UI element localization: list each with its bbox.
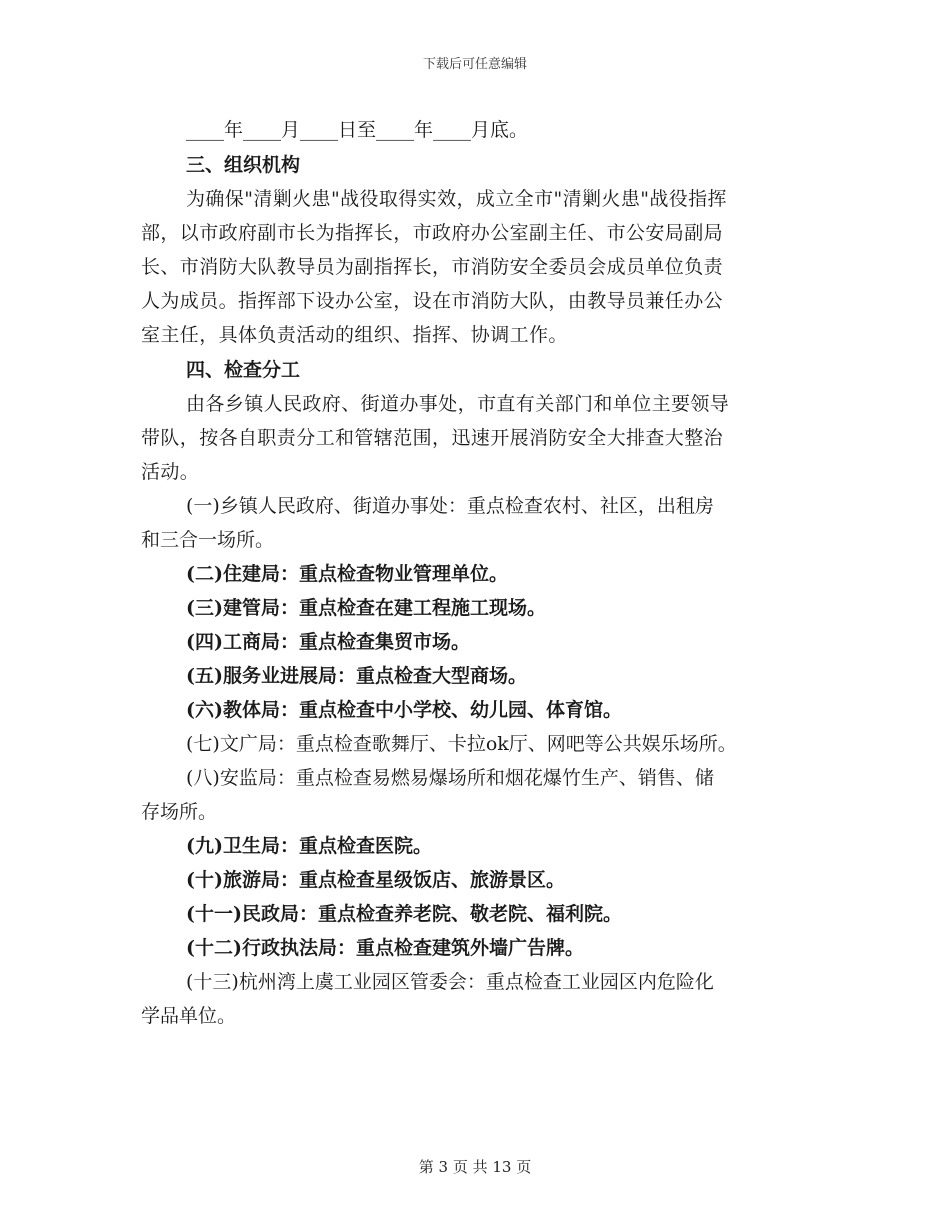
page-header: 下载后可任意编辑 — [422, 57, 527, 72]
paragraph-line: 为确保"清剿火患"战役取得实效，成立全市"清剿火患"战役指挥 — [186, 188, 727, 210]
list-item: (八)安监局：重点检查易燃易爆场所和烟花爆竹生产、销售、储 — [186, 767, 714, 789]
list-item: (五)服务业进展局：重点检查大型商场。 — [186, 665, 527, 687]
date-line: ____年____月____日至____年____月底。 — [186, 119, 529, 141]
list-item-continuation: 存场所。 — [141, 801, 218, 823]
list-item: (三)建管局：重点检查在建工程施工现场。 — [186, 597, 546, 619]
document-body — [141, 113, 801, 1033]
paragraph-line: 活动。 — [141, 461, 200, 483]
list-item-continuation: 学品单位。 — [141, 1005, 237, 1027]
list-item: (十二)行政执法局：重点检查建筑外墙广告牌。 — [186, 937, 584, 959]
section-heading-inspection: 四、检查分工 — [186, 359, 301, 381]
paragraph-line: 部，以市政府副市长为指挥长，市政府办公室副主任、市公安局副局 — [141, 222, 724, 244]
paragraph-line: 带队，按各自职责分工和管辖范围，迅速开展消防安全大排查大整治 — [141, 427, 724, 449]
list-item-continuation: 和三合一场所。 — [141, 529, 275, 551]
page-number: 第 3 页 共 13 页 — [418, 1158, 532, 1176]
list-item: (二)住建局：重点检查物业管理单位。 — [186, 563, 508, 585]
paragraph-line: 人为成员。指挥部下设办公室，设在市消防大队，由教导员兼任办公 — [141, 290, 724, 312]
list-item: (十三)杭州湾上虞工业园区管委会：重点检查工业园区内危险化 — [186, 971, 714, 993]
list-item: (四)工商局：重点检查集贸市场。 — [186, 631, 470, 653]
paragraph-line: 长、市消防大队教导员为副指挥长，市消防安全委员会成员单位负责 — [141, 256, 724, 278]
section-heading-organization: 三、组织机构 — [186, 154, 301, 176]
paragraph-line: 室主任，具体负责活动的组织、指挥、协调工作。 — [141, 324, 568, 346]
paragraph-line: 由各乡镇人民政府、街道办事处，市直有关部门和单位主要领导 — [186, 393, 730, 415]
list-item: (一)乡镇人民政府、街道办事处：重点检查农村、社区，出租房 — [186, 495, 714, 517]
list-item: (十)旅游局：重点检查星级饭店、旅游景区。 — [186, 869, 565, 891]
list-item: (九)卫生局：重点检查医院。 — [186, 835, 432, 857]
list-item: (十一)民政局：重点检查养老院、敬老院、福利院。 — [186, 903, 622, 925]
list-item: (七)文广局：重点检查歌舞厅、卡拉ok厅、网吧等公共娱乐场所。 — [186, 733, 737, 755]
list-item: (六)教体局：重点检查中小学校、幼儿园、体育馆。 — [186, 699, 622, 721]
